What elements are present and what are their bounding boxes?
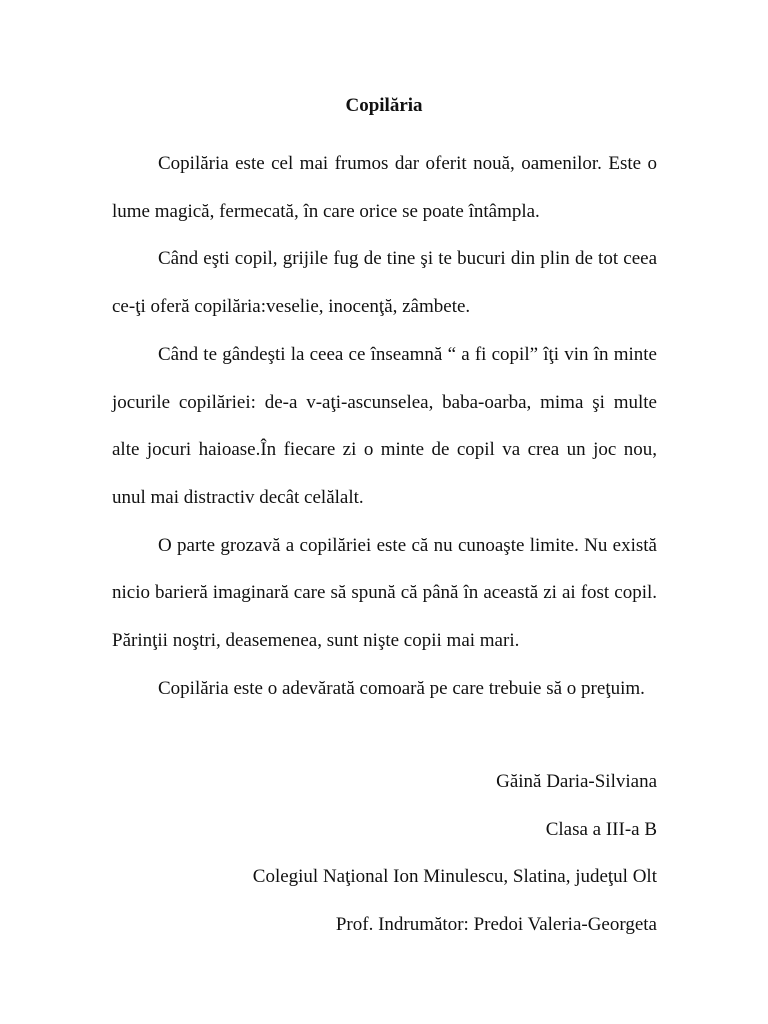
- document-title: Copilăria: [345, 95, 423, 116]
- paragraph-5: Copilăria este o adevărată comoară pe care trebuie să o preţuim.: [158, 677, 645, 699]
- document-body: [112, 140, 657, 712]
- author-name: Găină Daria-Silviana: [496, 771, 657, 792]
- signature-block: [112, 758, 657, 948]
- paragraph-4: O parte grozavă a copilăriei este că nu cunoaşte limite. Nu există nicio barieră imaginară care să spună că până în această zi ai fost copil. Părinţii noştri, deasemenea, sunt nişte copii mai mari.: [112, 534, 657, 652]
- paragraph-2: Când eşti copil, grijile fug de tine şi te bucuri din plin de tot ceea ce-ţi oferă copilăria:veselie, inocenţă, zâmbete.: [112, 248, 657, 318]
- teacher-name: Prof. Indrumător: Predoi Valeria-Georgeta: [335, 913, 657, 935]
- paragraph-1: Copilăria este cel mai frumos dar oferit nouă, oamenilor. Este o lume magică, fermecată, în care orice se poate întâmpla.: [112, 153, 657, 222]
- paragraph-3: Când te gândeşti la ceea ce înseamnă “ a fi copil” îţi vin în minte jocurile copilăriei: de-a v-aţi-ascunselea, baba-oarba, mima şi multe alte jocuri haioase.În fiecare zi o minte de copil va crea un joc nou, unul mai distractiv decât celălalt.: [112, 343, 657, 508]
- class-name: Clasa a III-a B: [545, 818, 657, 840]
- school-name: Colegiul Naţional Ion Minulescu, Slatina, judeţul Olt: [252, 866, 657, 887]
